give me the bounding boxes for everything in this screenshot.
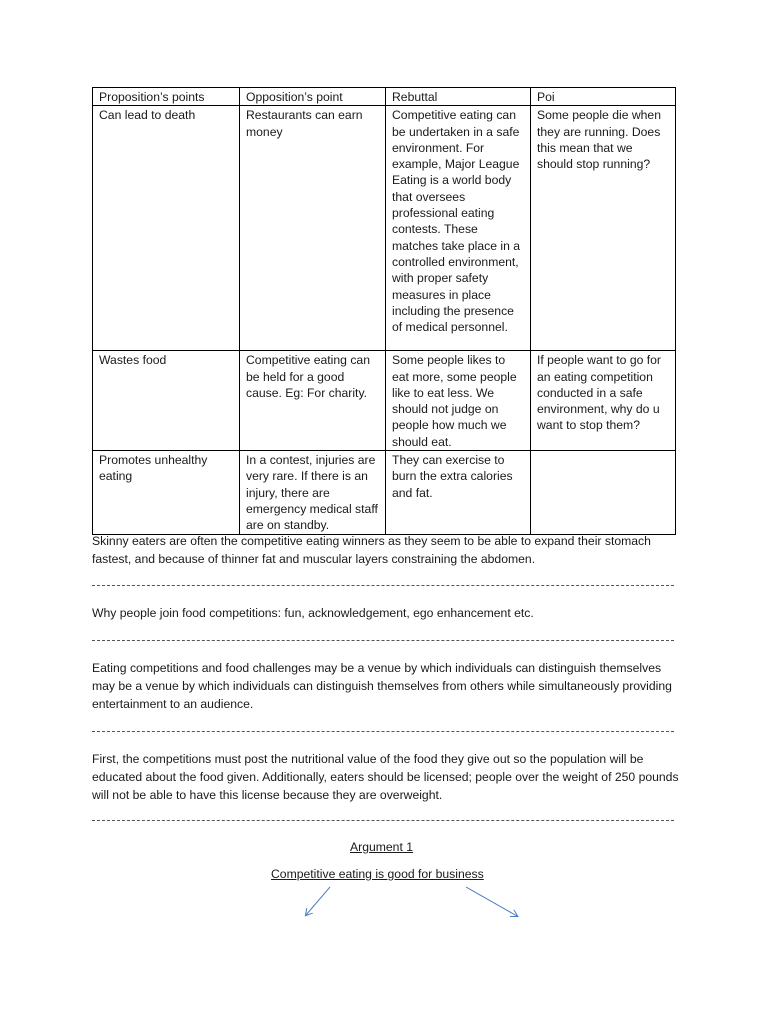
cell-rebuttal: They can exercise to burn the extra calories and fat. bbox=[386, 451, 531, 534]
cell-rebuttal: Competitive eating can be undertaken in a safe environment. For example, Major League Eating is a world body that oversees professional eating contests. These matches take place in a controlled environment, with proper safety measures in place including the presence of medical personnel. bbox=[386, 106, 531, 351]
cell-proposition: Promotes unhealthy eating bbox=[93, 451, 240, 534]
paragraph-distinguish: Eating competitions and food challenges may be a venue by which individuals can distinguish themselves may be a venue by which individuals can distinguish themselves from others while simultaneously providing entertainment to an audience. bbox=[92, 661, 672, 711]
cell-opposition: In a contest, injuries are very rare. If there is an injury, there are emergency medical staff are on standby. bbox=[240, 451, 386, 534]
cell-proposition: Can lead to death bbox=[93, 106, 240, 351]
header-rebuttal: Rebuttal bbox=[386, 88, 531, 106]
cell-poi: Some people die when they are running. Does this mean that we should stop running? bbox=[531, 106, 676, 351]
cell-poi: If people want to go for an eating competition conducted in a safe environment, why do u want to stop them? bbox=[531, 351, 676, 451]
cell-opposition: Competitive eating can be held for a good cause. Eg: For charity. bbox=[240, 351, 386, 451]
header-poi: Poi bbox=[531, 88, 676, 106]
paragraph-skinny-eaters: Skinny eaters are often the competitive eating winners as they seem to be able to expand their stomach fastest, and because of thinner fat and muscular layers constraining the abdomen. bbox=[92, 534, 651, 566]
paragraph-licensing: First, the competitions must post the nutritional value of the food they give out so the population will be educated about the food given. Additionally, eaters should be licensed; people over the weight of 250 pounds will not be able to have this license because they are overweight. bbox=[92, 752, 679, 802]
cell-opposition: Restaurants can earn money bbox=[240, 106, 386, 351]
cell-rebuttal: Some people likes to eat more, some people like to eat less. We should not judge on people how much we should eat. bbox=[386, 351, 531, 451]
argument-claim: Competitive eating is good for business bbox=[271, 867, 484, 881]
left-arrow-icon bbox=[306, 887, 330, 915]
header-proposition: Proposition’s points bbox=[93, 88, 240, 106]
paragraph-why-join: Why people join food competitions: fun, acknowledgement, ego enhancement etc. bbox=[92, 606, 534, 620]
header-opposition: Opposition’s point bbox=[240, 88, 386, 106]
argument-heading: Argument 1 bbox=[350, 840, 414, 854]
right-arrow-icon bbox=[466, 887, 517, 916]
cell-proposition: Wastes food bbox=[93, 351, 240, 451]
